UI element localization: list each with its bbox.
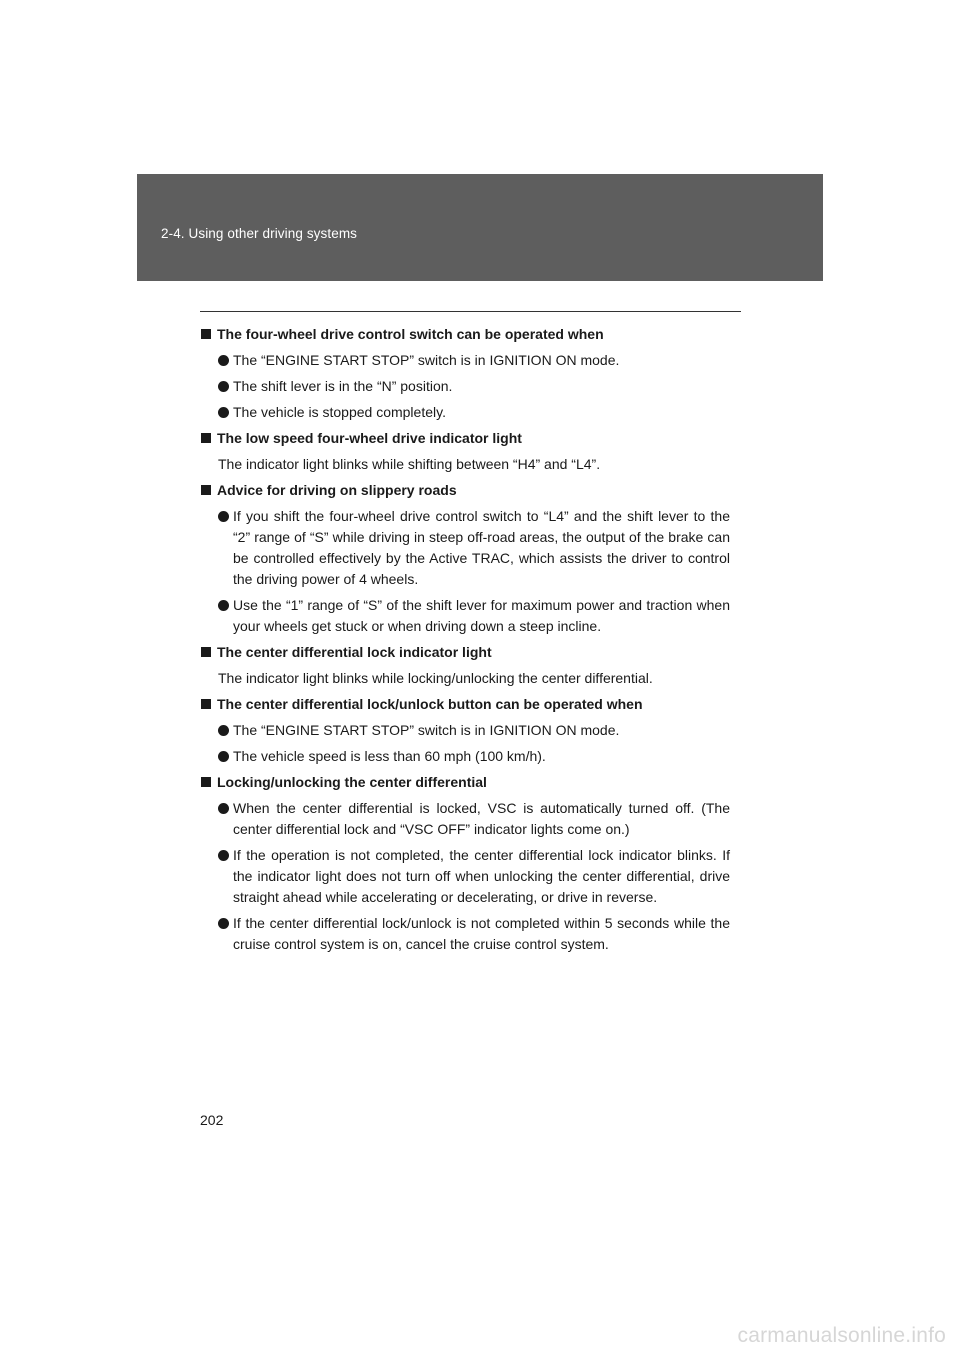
- section-header-title: 2-4. Using other driving systems: [161, 226, 358, 241]
- square-bullet-icon: [201, 329, 211, 339]
- page-number: 202: [200, 1112, 224, 1128]
- section-heading-text: The low speed four-wheel drive indicator light: [217, 430, 522, 446]
- section-heading-text: Advice for driving on slippery roads: [217, 482, 457, 498]
- section-heading-text: Locking/unlocking the center differential: [217, 774, 487, 790]
- round-bullet-icon: [218, 381, 229, 392]
- round-bullet-icon: [218, 511, 229, 522]
- section-paragraph: The indicator light blinks while locking/unlocking the center differential.: [218, 670, 653, 686]
- round-bullet-icon: [218, 407, 229, 418]
- list-item: [200, 845, 730, 908]
- section-heading: [200, 324, 730, 345]
- round-bullet-icon: [218, 850, 229, 861]
- round-bullet-icon: [218, 751, 229, 762]
- list-item: [200, 350, 730, 371]
- round-bullet-icon: [218, 355, 229, 366]
- list-item-text: The shift lever is in the “N” position.: [233, 378, 453, 394]
- section-locking-unlocking: [200, 772, 730, 955]
- square-bullet-icon: [201, 699, 211, 709]
- section-heading: [200, 772, 730, 793]
- list-item-text: The vehicle is stopped completely.: [233, 404, 446, 420]
- list-item: [200, 506, 730, 590]
- list-item-text: The “ENGINE START STOP” switch is in IGNITION ON mode.: [233, 722, 620, 738]
- square-bullet-icon: [201, 485, 211, 495]
- section-center-diff-button: [200, 694, 730, 767]
- list-item-text: Use the “1” range of “S” of the shift lever for maximum power and traction when your wheels get stuck or when driving down a steep incline.: [233, 597, 730, 634]
- section-center-diff-indicator: [200, 642, 730, 689]
- round-bullet-icon: [218, 725, 229, 736]
- section-heading-text: The center differential lock/unlock button can be operated when: [217, 696, 643, 712]
- section-heading: [200, 480, 730, 501]
- square-bullet-icon: [201, 433, 211, 443]
- list-item-text: The vehicle speed is less than 60 mph (100 km/h).: [233, 748, 546, 764]
- list-item: [200, 720, 730, 741]
- section-heading-text: The four-wheel drive control switch can be operated when: [217, 326, 604, 342]
- list-item: [200, 402, 730, 423]
- round-bullet-icon: [218, 803, 229, 814]
- round-bullet-icon: [218, 600, 229, 611]
- content-body: [200, 324, 730, 960]
- list-item: [200, 746, 730, 767]
- section-heading: [200, 694, 730, 715]
- list-item: [200, 595, 730, 637]
- section-paragraph: The indicator light blinks while shifting between “H4” and “L4”.: [218, 456, 601, 472]
- square-bullet-icon: [201, 647, 211, 657]
- section-4wd-switch: [200, 324, 730, 423]
- section-heading: [200, 642, 730, 663]
- list-item-text: If you shift the four-wheel drive control switch to “L4” and the shift lever to the “2” range of “S” while driving in steep off-road areas, the output of the brake can be controlled effectively by the Active TRAC, which assists the driver to control the driving power of 4 wheels.: [233, 508, 730, 587]
- section-low-speed-indicator: [200, 428, 730, 475]
- list-item-text: The “ENGINE START STOP” switch is in IGNITION ON mode.: [233, 352, 620, 368]
- square-bullet-icon: [201, 777, 211, 787]
- header-band: [137, 174, 823, 281]
- divider-rule: [200, 311, 741, 312]
- watermark-text: carmanualsonline.info: [737, 1324, 946, 1347]
- section-heading: [200, 428, 730, 449]
- list-item-text: When the center differential is locked, VSC is automatically turned off. (The center differential lock and “VSC OFF” indicator lights come on.): [233, 800, 730, 837]
- list-item: [200, 913, 730, 955]
- round-bullet-icon: [218, 918, 229, 929]
- list-item: [200, 798, 730, 840]
- list-item-text: If the operation is not completed, the center differential lock indicator blinks. If the indicator light does not turn off when unlocking the center differential, drive straight ahead while accelerating or decelerating, or drive in reverse.: [233, 847, 730, 905]
- section-heading-text: The center differential lock indicator light: [217, 644, 492, 660]
- list-item-text: If the center differential lock/unlock is not completed within 5 seconds while the cruise control system is on, cancel the cruise control system.: [233, 915, 730, 952]
- section-slippery-roads: [200, 480, 730, 637]
- list-item: [200, 376, 730, 397]
